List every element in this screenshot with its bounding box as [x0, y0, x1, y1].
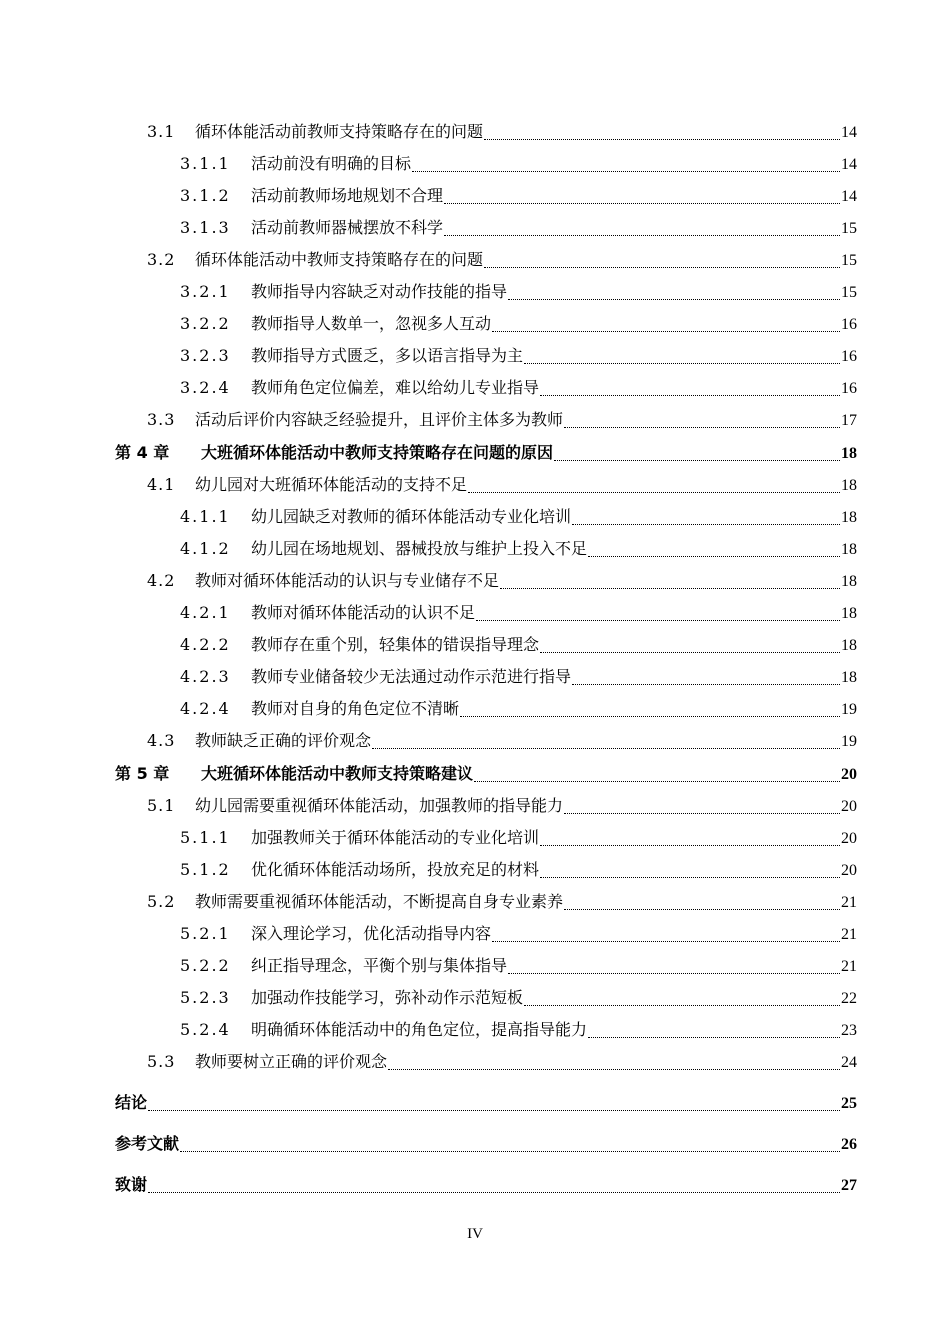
toc-entry-page: 25 — [841, 1095, 857, 1112]
toc-entry-page: 18 — [841, 669, 857, 686]
toc-dot-leader — [540, 395, 840, 396]
toc-entry-page: 15 — [841, 284, 857, 301]
toc-entry-number: 第 5 章 — [115, 764, 170, 783]
toc-dot-leader — [148, 1192, 840, 1193]
toc-entry-page: 15 — [841, 220, 857, 237]
toc-entry[interactable] — [115, 1128, 857, 1160]
toc-entry-number: 3.3 — [147, 410, 176, 429]
toc-entry-page: 17 — [841, 412, 857, 429]
toc-entry-number: 4.1.2 — [180, 539, 231, 558]
toc-entry[interactable] — [147, 725, 857, 757]
toc-dot-leader — [372, 748, 840, 749]
toc-entry-title: 循环体能活动中教师支持策略存在的问题 — [195, 250, 484, 269]
toc-entry[interactable] — [180, 854, 857, 886]
toc-entry-number: 5.2.3 — [180, 988, 231, 1007]
toc-entry-number: 4.1 — [147, 475, 176, 494]
toc-entry-title: 教师指导内容缺乏对动作技能的指导 — [251, 282, 508, 301]
toc-entry-page: 18 — [841, 477, 857, 494]
toc-entry-number: 5.2.2 — [180, 956, 231, 975]
toc-dot-leader — [484, 139, 840, 140]
toc-entry-title: 教师角色定位偏差，难以给幼儿专业指导 — [251, 378, 540, 397]
page-number-footer: IV — [467, 1226, 483, 1242]
toc-entry[interactable] — [180, 950, 857, 982]
toc-entry-title: 教师指导人数单一，忽视多人互动 — [251, 314, 492, 333]
toc-entry-number: 3.2.2 — [180, 314, 231, 333]
toc-entry-number: 3.2.4 — [180, 378, 231, 397]
toc-dot-leader — [554, 460, 840, 461]
toc-entry[interactable] — [115, 437, 857, 469]
toc-entry[interactable] — [180, 148, 857, 180]
toc-entry-page: 16 — [841, 348, 857, 365]
toc-dot-leader — [564, 427, 840, 428]
toc-entry-title: 明确循环体能活动中的角色定位，提高指导能力 — [251, 1020, 588, 1039]
toc-entry-number: 5.1.1 — [180, 828, 231, 847]
toc-entry-title: 优化循环体能活动场所，投放充足的材料 — [251, 860, 540, 879]
toc-entry-page: 20 — [841, 798, 857, 815]
toc-entry-number: 3.2.3 — [180, 346, 231, 365]
toc-entry-title: 活动前教师器械摆放不科学 — [251, 218, 444, 237]
toc-dot-leader — [572, 524, 840, 525]
toc-entry-title: 致谢 — [115, 1175, 148, 1194]
toc-dot-leader — [444, 203, 840, 204]
toc-entry[interactable] — [180, 918, 857, 950]
toc-entry-page: 18 — [841, 509, 857, 526]
toc-entry[interactable] — [180, 693, 857, 725]
toc-entry-page: 20 — [841, 830, 857, 847]
toc-dot-leader — [388, 1069, 840, 1070]
toc-entry-number: 5.3 — [147, 1052, 176, 1071]
toc-dot-leader — [180, 1151, 840, 1152]
toc-entry[interactable] — [147, 116, 857, 148]
toc-entry-page: 20 — [841, 862, 857, 879]
toc-entry-page: 24 — [841, 1054, 857, 1071]
toc-dot-leader — [508, 299, 840, 300]
toc-entry-number: 5.2.4 — [180, 1020, 231, 1039]
toc-dot-leader — [572, 684, 840, 685]
toc-entry-page: 20 — [841, 766, 857, 783]
toc-entry-title: 大班循环体能活动中教师支持策略存在问题的原因 — [201, 443, 554, 462]
toc-entry-page: 18 — [841, 541, 857, 558]
toc-dot-leader — [412, 171, 840, 172]
toc-entry-title: 教师对自身的角色定位不清晰 — [251, 699, 460, 718]
toc-entry-number: 5.1.2 — [180, 860, 231, 879]
toc-dot-leader — [476, 620, 840, 621]
toc-entry-page: 18 — [841, 445, 857, 462]
toc-entry[interactable] — [180, 276, 857, 308]
toc-entry-number: 3.2.1 — [180, 282, 231, 301]
toc-entry[interactable] — [180, 1014, 857, 1046]
toc-entry-page: 26 — [841, 1136, 857, 1153]
toc-entry[interactable] — [147, 244, 857, 276]
toc-entry-page: 14 — [841, 156, 857, 173]
toc-dot-leader — [484, 267, 840, 268]
toc-entry-number: 4.1.1 — [180, 507, 231, 526]
toc-entry-number: 3.1 — [147, 122, 176, 141]
toc-entry-number: 3.1.3 — [180, 218, 231, 237]
toc-entry-title: 教师需要重视循环体能活动，不断提高自身专业素养 — [195, 892, 564, 911]
toc-entry-page: 18 — [841, 605, 857, 622]
toc-entry-title: 教师对循环体能活动的认识与专业储存不足 — [195, 571, 500, 590]
toc-entry-title: 教师对循环体能活动的认识不足 — [251, 603, 476, 622]
toc-entry[interactable] — [180, 597, 857, 629]
toc-entry[interactable] — [147, 790, 857, 822]
toc-entry-title: 活动前没有明确的目标 — [251, 154, 412, 173]
toc-entry-page: 19 — [841, 701, 857, 718]
toc-entry-title: 深入理论学习，优化活动指导内容 — [251, 924, 492, 943]
toc-entry-title: 活动前教师场地规划不合理 — [251, 186, 444, 205]
toc-entry-page: 16 — [841, 380, 857, 397]
toc-entry-number: 4.2.2 — [180, 635, 231, 654]
toc-entry[interactable] — [180, 308, 857, 340]
toc-dot-leader — [540, 845, 840, 846]
toc-entry[interactable] — [180, 822, 857, 854]
toc-entry-title: 教师要树立正确的评价观念 — [195, 1052, 388, 1071]
toc-entry[interactable] — [180, 340, 857, 372]
toc-entry[interactable] — [180, 533, 857, 565]
toc-entry-number: 3.1.1 — [180, 154, 231, 173]
toc-dot-leader — [474, 781, 840, 782]
toc-entry-page: 18 — [841, 573, 857, 590]
toc-entry[interactable] — [180, 629, 857, 661]
toc-entry-number: 5.1 — [147, 796, 176, 815]
toc-entry[interactable] — [115, 1169, 857, 1201]
toc-entry-number: 4.2.1 — [180, 603, 231, 622]
toc-entry-title: 大班循环体能活动中教师支持策略建议 — [201, 764, 474, 783]
toc-dot-leader — [564, 813, 840, 814]
toc-entry-page: 21 — [841, 958, 857, 975]
toc-entry-page: 27 — [841, 1177, 857, 1194]
toc-entry-title: 循环体能活动前教师支持策略存在的问题 — [195, 122, 484, 141]
toc-dot-leader — [508, 973, 840, 974]
toc-dot-leader — [468, 492, 840, 493]
toc-entry-number: 第 4 章 — [115, 443, 170, 462]
toc-entry[interactable] — [147, 565, 857, 597]
toc-entry-page: 16 — [841, 316, 857, 333]
toc-dot-leader — [444, 235, 840, 236]
toc-entry-title: 教师指导方式匮乏，多以语言指导为主 — [251, 346, 524, 365]
toc-entry[interactable] — [147, 404, 857, 436]
toc-entry[interactable] — [180, 661, 857, 693]
toc-entry[interactable] — [180, 501, 857, 533]
toc-entry-page: 19 — [841, 733, 857, 750]
toc-dot-leader — [588, 556, 840, 557]
toc-entry-number: 3.1.2 — [180, 186, 231, 205]
toc-dot-leader — [492, 331, 840, 332]
toc-entry-page: 22 — [841, 990, 857, 1007]
toc-entry[interactable] — [180, 212, 857, 244]
toc-entry-title: 结论 — [115, 1093, 148, 1112]
toc-entry[interactable] — [180, 982, 857, 1014]
toc-entry[interactable] — [147, 886, 857, 918]
toc-entry-title: 教师缺乏正确的评价观念 — [195, 731, 372, 750]
toc-entry-title: 加强动作技能学习，弥补动作示范短板 — [251, 988, 524, 1007]
toc-entry-title: 活动后评价内容缺乏经验提升，且评价主体多为教师 — [195, 410, 564, 429]
toc-entry-number: 4.3 — [147, 731, 176, 750]
toc-dot-leader — [500, 588, 840, 589]
toc-entry-title: 教师专业储备较少无法通过动作示范进行指导 — [251, 667, 572, 686]
toc-dot-leader — [148, 1110, 840, 1111]
toc-entry-page: 14 — [841, 124, 857, 141]
toc-entry-title: 幼儿园对大班循环体能活动的支持不足 — [195, 475, 468, 494]
toc-dot-leader — [540, 877, 840, 878]
toc-entry-number: 4.2.3 — [180, 667, 231, 686]
toc-entry-title: 幼儿园缺乏对教师的循环体能活动专业化培训 — [251, 507, 572, 526]
toc-entry[interactable] — [180, 180, 857, 212]
toc-entry-page: 23 — [841, 1022, 857, 1039]
toc-entry-number: 5.2.1 — [180, 924, 231, 943]
toc-dot-leader — [540, 652, 840, 653]
toc-entry[interactable] — [115, 758, 857, 790]
toc-entry-page: 21 — [841, 926, 857, 943]
toc-entry-title: 纠正指导理念，平衡个别与集体指导 — [251, 956, 508, 975]
toc-entry-title: 幼儿园需要重视循环体能活动，加强教师的指导能力 — [195, 796, 564, 815]
toc-entry-page: 15 — [841, 252, 857, 269]
toc-entry-page: 21 — [841, 894, 857, 911]
toc-entry-title: 教师存在重个别，轻集体的错误指导理念 — [251, 635, 540, 654]
toc-entry-number: 4.2 — [147, 571, 176, 590]
toc-entry-number: 3.2 — [147, 250, 176, 269]
toc-entry[interactable] — [180, 372, 857, 404]
toc-dot-leader — [492, 941, 840, 942]
toc-dot-leader — [524, 363, 840, 364]
toc-entry[interactable] — [147, 1046, 857, 1078]
toc-dot-leader — [564, 909, 840, 910]
toc-dot-leader — [524, 1005, 840, 1006]
toc-entry-title: 参考文献 — [115, 1134, 180, 1153]
toc-entry-page: 14 — [841, 188, 857, 205]
toc-entry[interactable] — [147, 469, 857, 501]
toc-entry-title: 加强教师关于循环体能活动的专业化培训 — [251, 828, 540, 847]
toc-entry-title: 幼儿园在场地规划、器械投放与维护上投入不足 — [251, 539, 588, 558]
toc-entry-page: 18 — [841, 637, 857, 654]
toc-entry-number: 5.2 — [147, 892, 176, 911]
toc-dot-leader — [588, 1037, 840, 1038]
toc-entry[interactable] — [115, 1087, 857, 1119]
toc-entry-number: 4.2.4 — [180, 699, 231, 718]
toc-dot-leader — [460, 716, 840, 717]
